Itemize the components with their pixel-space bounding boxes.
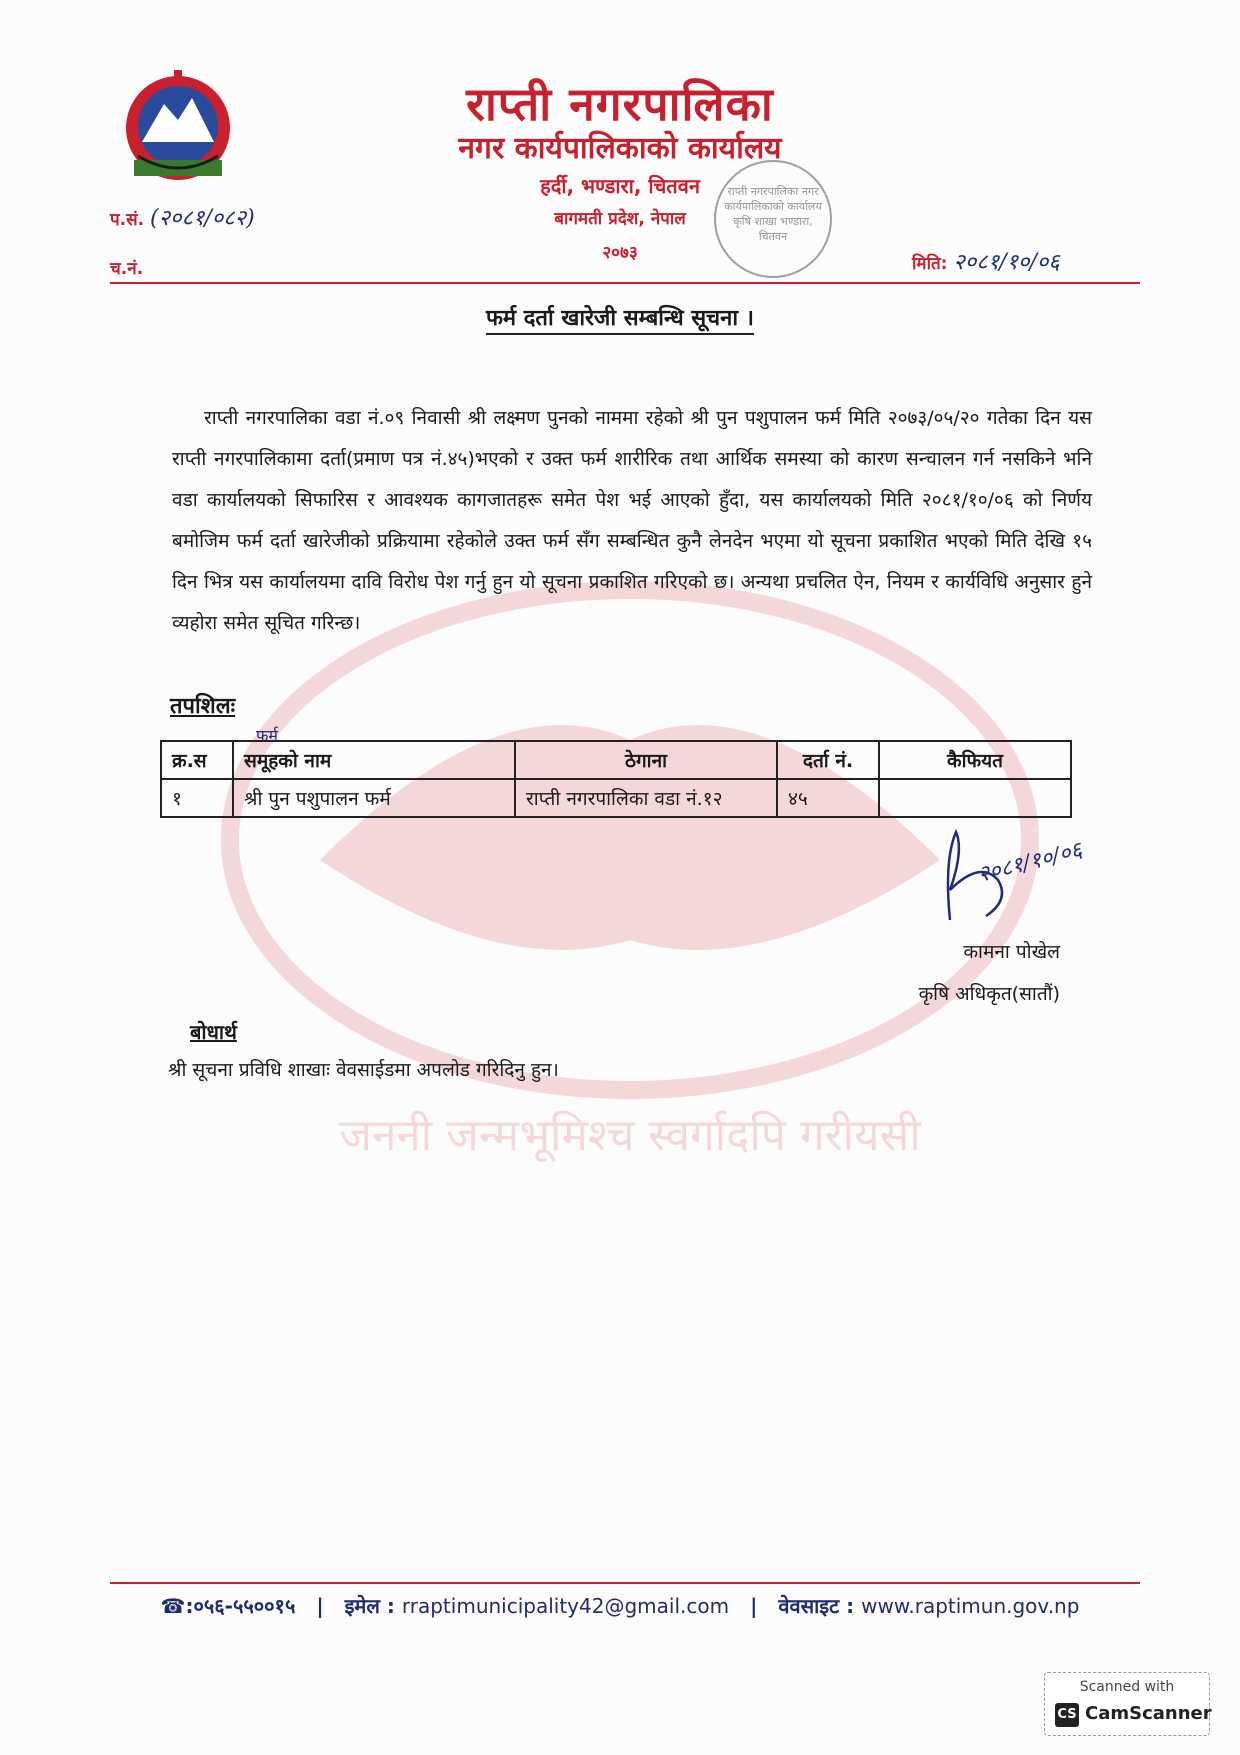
issue-date <box>912 246 1060 276</box>
footer-separator: | <box>316 1594 324 1618</box>
stamp-text: राप्ती नगरपालिका नगर कार्यपालिकाको कार्यालय कृषि शाखा भण्डारा, चितवन <box>724 185 822 243</box>
footer-email-label: इमेल <box>344 1594 380 1618</box>
date-value: २०८१/१०/०६ <box>953 250 1060 275</box>
handwritten-signature <box>920 820 1110 940</box>
watermark-motto: जननी जन्मभूमिश्च स्वर्गादपि गरीयसी <box>339 1110 921 1161</box>
cc-heading: बोधार्थ <box>190 1020 237 1044</box>
col-reg-no: दर्ता नं. <box>777 741 879 779</box>
footer-website-label: वेवसाइट <box>778 1594 840 1618</box>
signatory-name: कामना पोखेल <box>963 941 1060 963</box>
cell-address: राप्ती नगरपालिका वडा नं.१२ <box>515 779 777 817</box>
dispatch-label: च.नं. <box>110 259 144 279</box>
table-header-row <box>161 741 1071 779</box>
col-name <box>233 726 515 779</box>
header-divider <box>110 282 1140 284</box>
footer-phone: ☎:०५६-५५००१५ <box>160 1594 296 1618</box>
col-remarks: कैफियत <box>879 741 1071 779</box>
camscanner-badge <box>1044 1672 1210 1736</box>
address-line-2: बागमती प्रदेश, नेपाल <box>554 209 686 229</box>
col-serial: क्र.स <box>161 741 233 779</box>
dispatch-number <box>110 256 143 279</box>
camscanner-line1: Scanned with <box>1079 1679 1175 1695</box>
col-name-correction: फर्म <box>256 726 278 745</box>
camscanner-line2: CamScanner <box>1085 1703 1212 1724</box>
office-stamp <box>698 154 848 284</box>
footer-contact: ☎:०५६-५५००१५ | इमेल : rraptimunicipality42@gmail.com | वेवसाइट : www.raptimun.gov.np <box>160 1594 1080 1618</box>
camscanner-logo-icon: CS <box>1055 1703 1079 1727</box>
notice-subject <box>0 302 1240 332</box>
footer-separator: | <box>750 1594 758 1618</box>
date-label: मिति: <box>912 254 948 274</box>
address-line-1: हर्दी, भण्डारा, चितवन <box>540 174 700 198</box>
signatory-designation: कृषि अधिकृत(सातौं) <box>918 983 1060 1005</box>
cell-serial: १ <box>161 779 233 817</box>
signature-date: २०८१/१०/०६ <box>975 837 1085 888</box>
office-subtitle: नगर कार्यपालिकाको कार्यालय <box>458 131 782 166</box>
subject-text: फर्म दर्ता खारेजी सम्बन्धि सूचना । <box>486 306 754 335</box>
footer-email[interactable]: rraptimunicipality42@gmail.com <box>401 1594 730 1618</box>
municipality-title: राप्ती नगरपालिका <box>466 77 774 131</box>
cell-name: श्री पुन पशुपालन फर्म <box>233 779 515 817</box>
ref-label: प.सं. <box>110 210 145 230</box>
details-table <box>160 726 1072 818</box>
col-name-label: समूहको नाम <box>244 750 332 772</box>
notice-body: राप्ती नगरपालिका वडा नं.०९ निवासी श्री लक्ष्मण पुनको नाममा रहेको श्री पुन पशुपालन फर्म मिति २०७३/०५/२० गतेका दिन यस राप्ती नगरपालिकामा दर्ता(प्रमाण पत्र नं.४५)भएको र उक्त फर्म शारीरिक तथा आर्थिक समस्या को कारण सन्चालन गर्न नसकिने भनि वडा कार्यालयको सिफारिस र आवश्यक कागजातहरू समेत पेश भई आएको हुँदा, यस कार्यालयको मिति २०८१/१०/०६ को निर्णय बमोजिम फर्म दर्ता खारेजीको प्रक्रियामा रहेकोले उक्त फर्म सँग सम्बन्धित कुनै लेनदेन भएमा यो सूचना प्रकाशित भएको मिति देखि १५ दिन भित्र यस कार्यालयमा दावि विरोध पेश गर्नु हुन यो सूचना प्रकाशित गरिएको छ। अन्यथा प्रचलित ऐन, नियम र कार्यविधि अनुसार हुने व्यहोरा समेत सूचित गरिन्छ। <box>172 407 1092 634</box>
cell-remarks <box>879 779 1071 817</box>
footer-website[interactable]: www.raptimun.gov.np <box>861 1594 1080 1618</box>
table-row <box>161 779 1071 817</box>
details-heading: तपशिलः <box>170 694 236 719</box>
established-year: २०७३ <box>602 243 638 263</box>
cc-text: श्री सूचना प्रविधि शाखाः वेवसाईडमा अपलोड गरिदिनु हुन। <box>168 1059 559 1081</box>
reference-number <box>110 202 255 232</box>
cell-reg-no: ४५ <box>777 779 879 817</box>
ref-value: (२०८१/०८२) <box>150 206 255 231</box>
footer-divider <box>110 1582 1140 1584</box>
col-address: ठेगाना <box>515 741 777 779</box>
